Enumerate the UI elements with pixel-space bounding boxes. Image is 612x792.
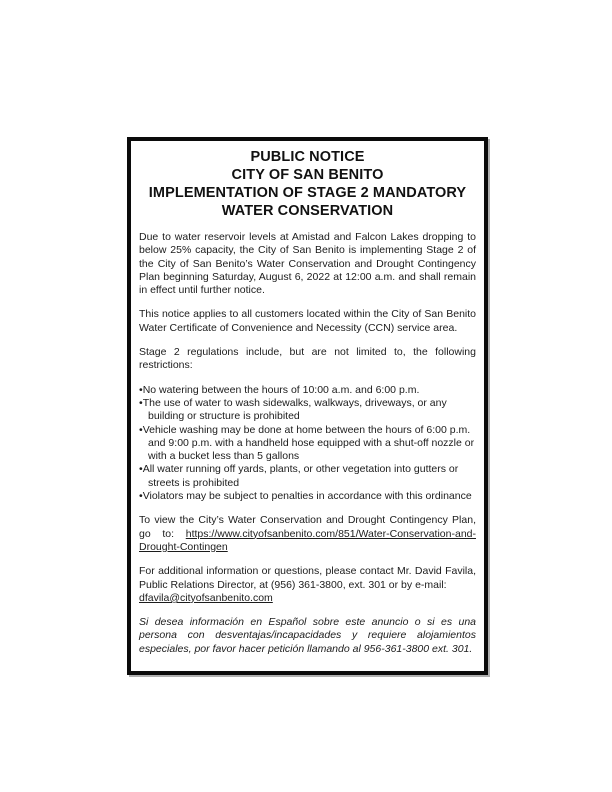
plan-paragraph [139, 514, 476, 554]
list-item-runoff: • All water running off yards, plants, or other vegetation into gutters or streets is prohibited [139, 463, 476, 490]
restrictions-list [139, 384, 476, 504]
applies-paragraph: This notice applies to all customers located within the City of San Benito Water Certificate of Convenience and Necessity (CCN) service area. [139, 308, 476, 334]
regulations-intro-paragraph: Stage 2 regulations include, but are not limited to, the following restrictions: [139, 346, 476, 372]
plan-text: To view the City’s Water Conservation and Drought Contingency Plan, go to: [139, 514, 476, 540]
title-line-4: WATER CONSERVATION [221, 203, 394, 219]
list-item-violators: • Violators may be subject to penalties in accordance with this ordinance [139, 490, 476, 503]
contact-paragraph [139, 565, 476, 605]
notice-title [139, 148, 476, 220]
title-line-1: PUBLIC NOTICE [250, 149, 365, 165]
contact-text: For additional information or questions, please contact Mr. David Favila, Public Relations Director, at (956) 361-3800, ext. 301 or by e-mail: [139, 565, 476, 591]
contact-email-link[interactable]: dfavila@cityofsanbenito.com [139, 591, 273, 604]
title-line-3: IMPLEMENTATION OF STAGE 2 MANDATORY [148, 185, 467, 201]
intro-paragraph: Due to water reservoir levels at Amistad and Falcon Lakes dropping to below 25% capacity, the City of San Benito is implementing Stage 2 of the City of San Benito’s Water Conservation and Drought Contingency Plan beginning Saturday, August 6, 2022 at 12:00 a.m. and shall remain in effect until further notice. [139, 231, 476, 297]
title-line-2: CITY OF SAN BENITO [231, 167, 384, 183]
list-item-no-watering: • No watering between the hours of 10:00 a.m. and 6:00 p.m. [139, 384, 476, 397]
list-item-wash-surfaces: • The use of water to wash sidewalks, walkways, driveways, or any building or structure is prohibited [139, 397, 476, 424]
plan-url-link[interactable]: https://www.cityofsanbenito.com/851/Water-Conservation-and-Drought-Contingen [139, 527, 476, 553]
notice-box [127, 137, 488, 675]
list-item-vehicle-washing: • Vehicle washing may be done at home between the hours of 6:00 p.m. and 9:00 p.m. with a handheld hose equipped with a shut-off nozzle or with a bucket less than 5 gallons [139, 424, 476, 464]
spanish-paragraph: Si desea información en Español sobre este anuncio o si es una persona con desventajas/incapacidades y requiere alojamientos especiales, por favor hacer petición llamando al 956-361-3800 ext. 301. [139, 616, 476, 655]
